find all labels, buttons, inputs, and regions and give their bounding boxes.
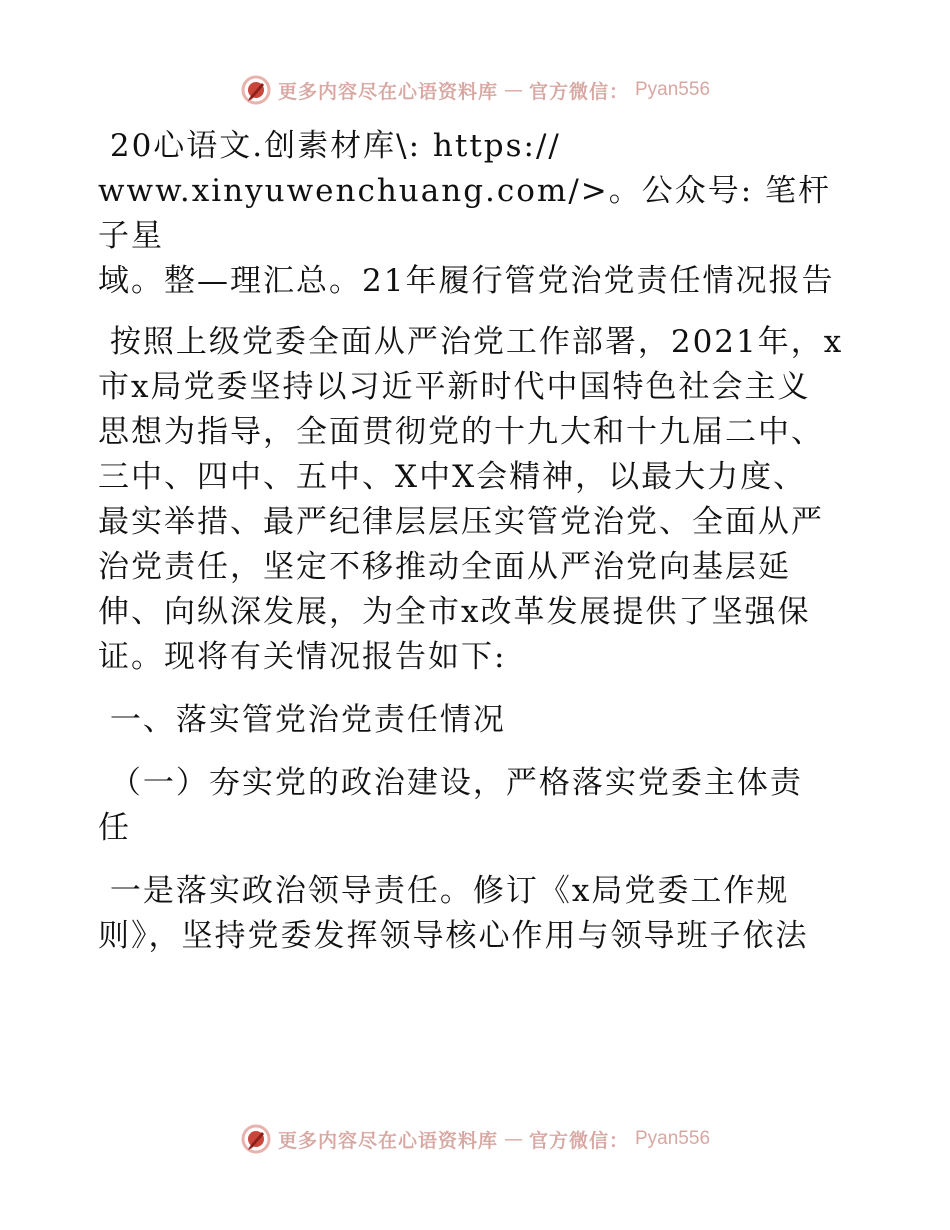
header-watermark bbox=[0, 73, 950, 107]
watermark-handle: Pyan556 bbox=[635, 79, 711, 100]
subsection-line: 任 bbox=[98, 810, 131, 846]
pen-circle-logo-icon bbox=[240, 1123, 272, 1155]
intro-line: 域。整—理汇总。21年履行管党治党责任情况报告 bbox=[98, 263, 835, 299]
watermark-handle: Pyan556 bbox=[635, 1128, 711, 1149]
pen-circle-logo-icon bbox=[240, 74, 272, 106]
body-line: 市x局党委坚持以习近平新时代中国特色社会主义 bbox=[98, 369, 811, 405]
point-line: 则》，坚持党委发挥领导核心作用与领导班子依法 bbox=[98, 918, 809, 954]
body-line: 证。现将有关情况报告如下: bbox=[98, 639, 507, 675]
watermark-label: 官方微信： bbox=[528, 80, 629, 103]
footer-watermark bbox=[0, 1122, 950, 1156]
watermark-label: 官方微信： bbox=[528, 1129, 629, 1152]
watermark-separator: — bbox=[503, 1128, 523, 1150]
body-line: 三中、四中、五中、X中X会精神，以最大力度、 bbox=[98, 459, 807, 495]
point-line: 一是落实政治领导责任。修订《x局党委工作规 bbox=[98, 873, 790, 909]
body-line: 思想为指导，全面贯彻党的十九大和十九届二中、 bbox=[98, 414, 824, 450]
body-line: 治党责任，坚定不移推动全面从严治党向基层延 bbox=[98, 549, 791, 585]
document-body bbox=[98, 124, 858, 959]
watermark-text: 更多内容尽在心语资料库 bbox=[277, 80, 498, 103]
paragraph-gap bbox=[98, 851, 858, 869]
body-paragraph bbox=[98, 320, 858, 680]
intro-line: www.xinyuwenchuang.com/>。公众号: 笔杆子星 bbox=[98, 173, 832, 254]
paragraph-gap bbox=[98, 680, 858, 698]
section-heading: 一、落实管党治党责任情况 bbox=[98, 702, 506, 738]
body-line: 最实举措、最严纪律层层压实管党治党、全面从严 bbox=[98, 504, 824, 540]
point-paragraph bbox=[98, 869, 858, 959]
intro-block bbox=[98, 124, 858, 304]
paragraph-gap bbox=[98, 304, 858, 320]
body-line: 伸、向纵深发展，为全市x改革发展提供了坚强保 bbox=[98, 594, 811, 630]
subsection-heading bbox=[98, 761, 858, 851]
paragraph-gap bbox=[98, 743, 858, 761]
body-line: 按照上级党委全面从严治党工作部署，2021年，x bbox=[98, 324, 844, 360]
watermark-text: 更多内容尽在心语资料库 bbox=[277, 1129, 498, 1152]
subsection-line: （一）夯实党的政治建设，严格落实党委主体责 bbox=[98, 765, 803, 801]
watermark-separator: — bbox=[503, 79, 523, 101]
intro-line: 20心语文.创素材库\: https:// bbox=[98, 128, 561, 164]
